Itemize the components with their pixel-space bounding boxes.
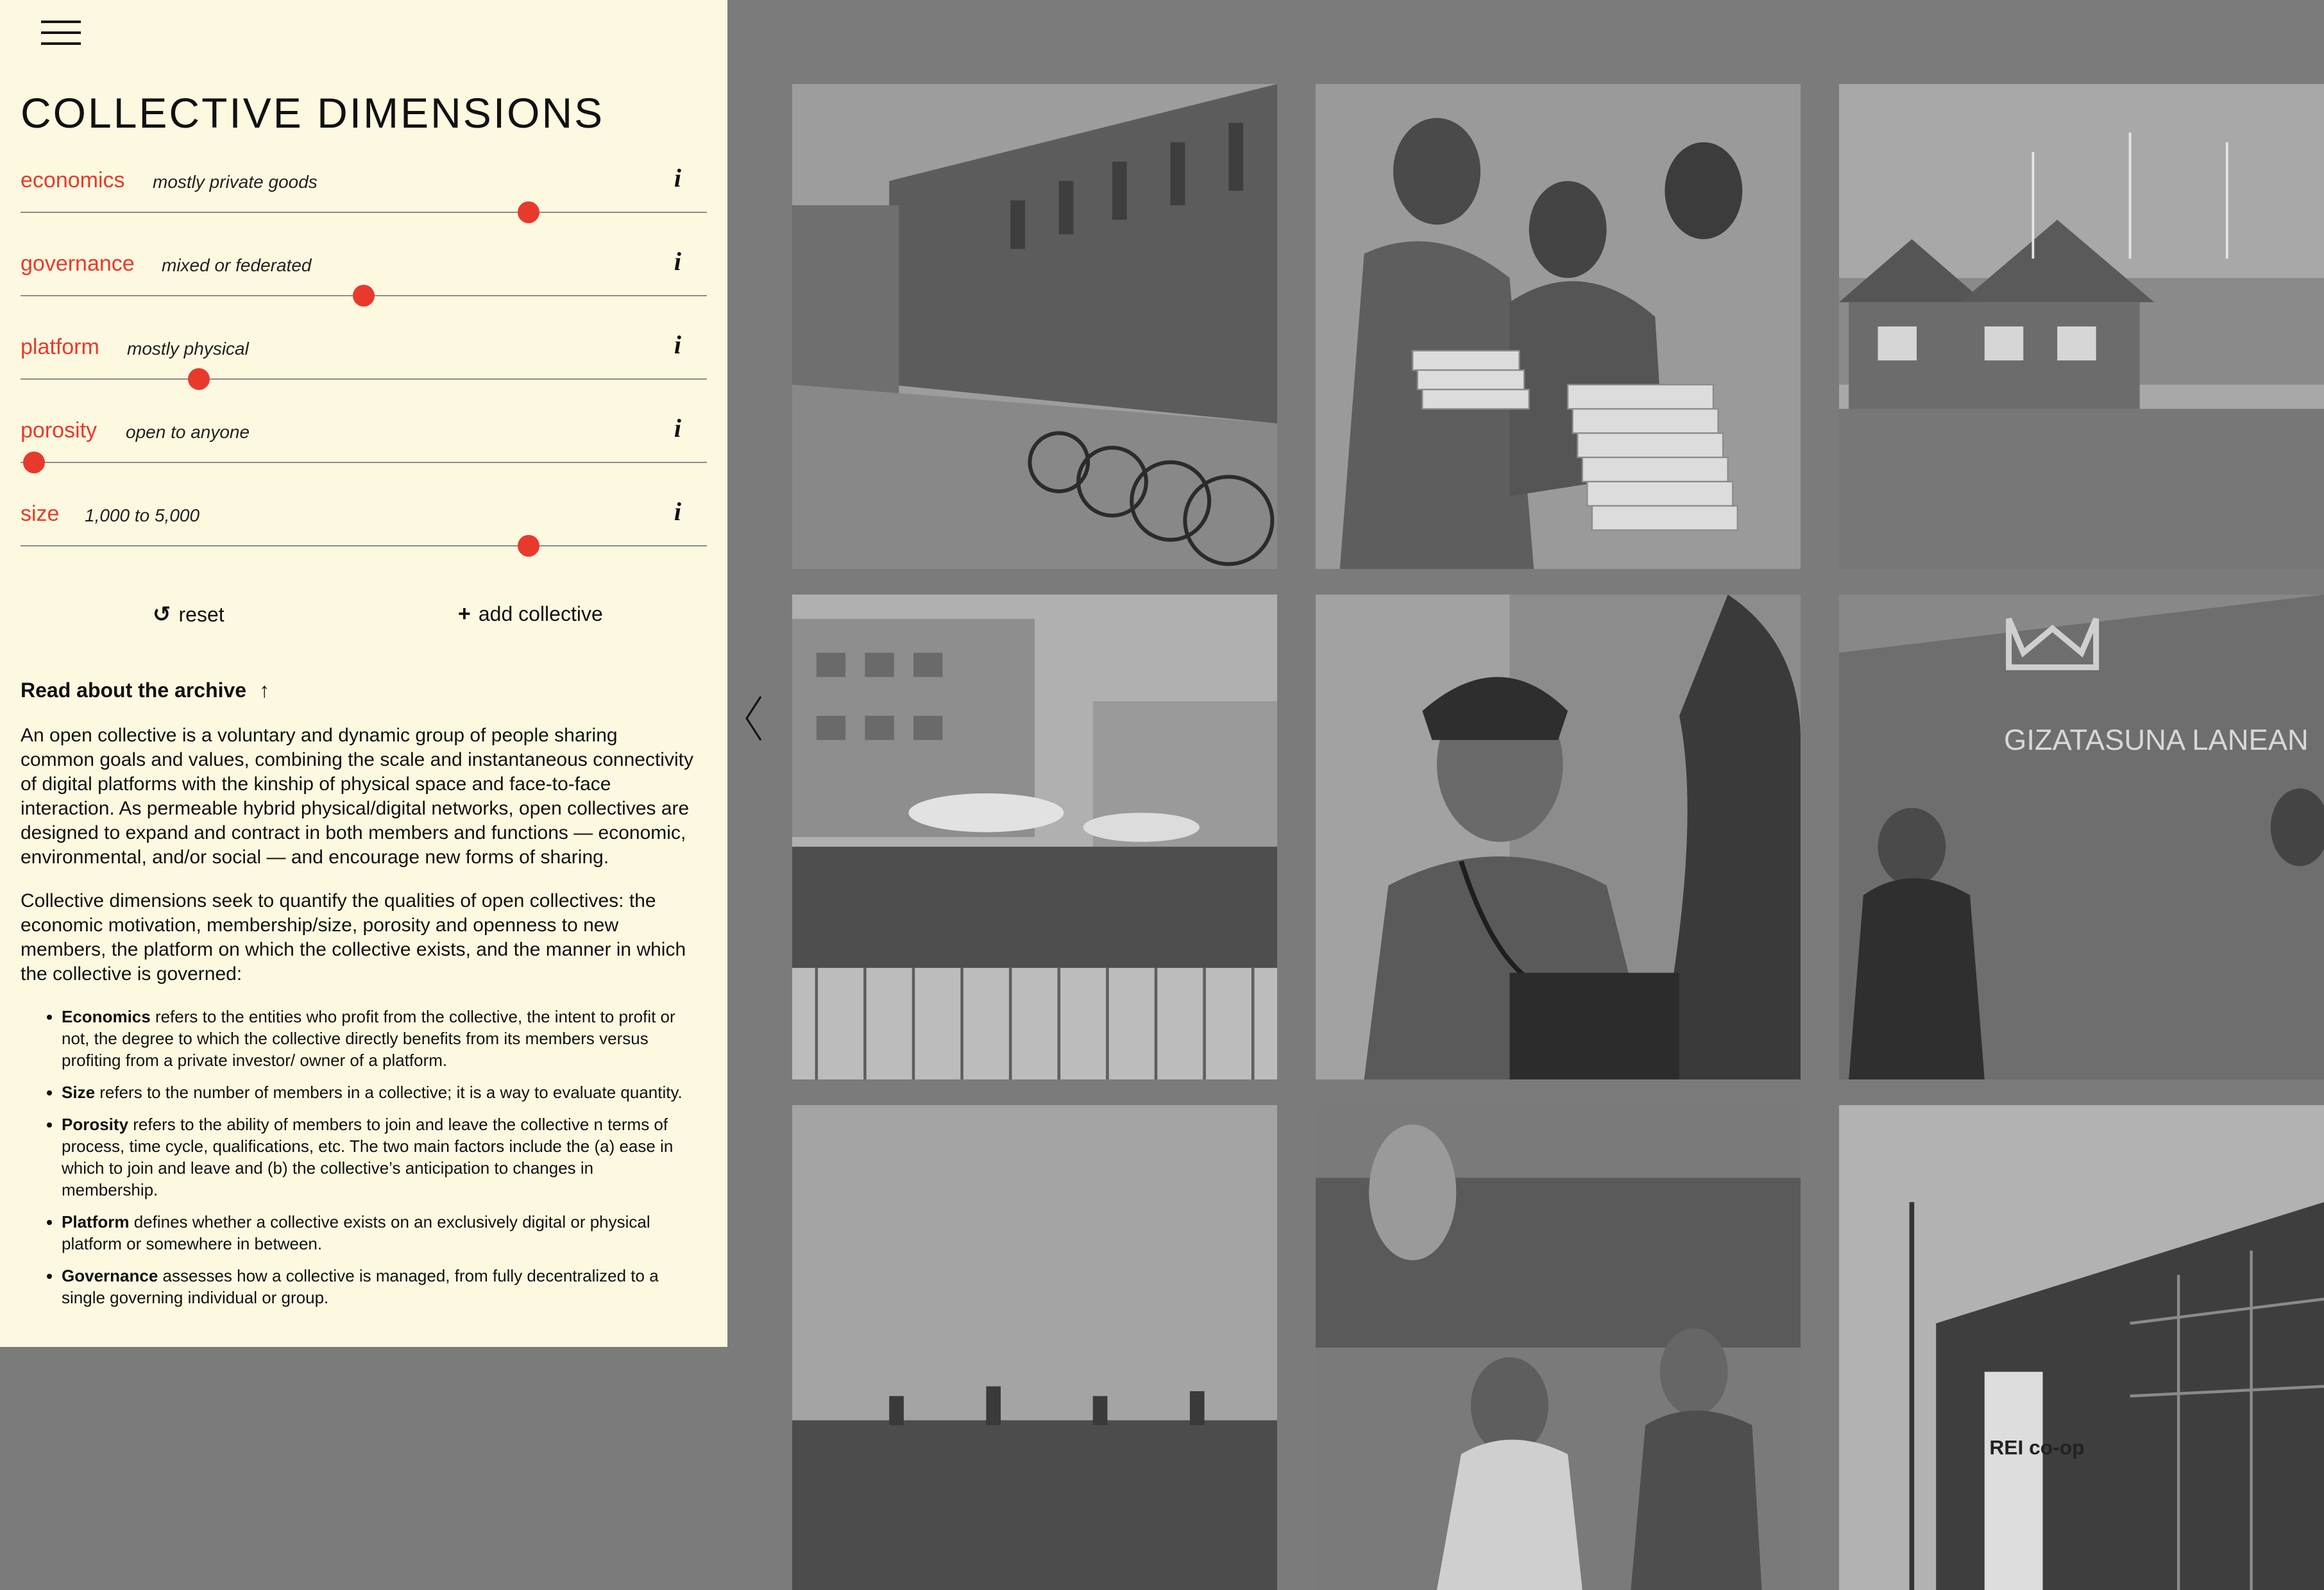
dimension-label: size [21,502,60,526]
definition-list [21,1006,694,1308]
dimension-governance [21,236,707,319]
dimension-porosity [21,403,707,486]
page-title: COLLECTIVE DIMENSIONS [21,89,605,137]
slider-thumb[interactable] [518,201,539,223]
photo-sky-rooftops[interactable] [792,1105,1277,1590]
hamburger-menu-icon[interactable] [41,21,81,45]
dimension-label: governance [21,251,135,276]
chevron-left-icon[interactable] [742,693,767,744]
definition-term: Porosity [62,1115,129,1134]
definition-term: Governance [62,1266,158,1285]
slider-thumb[interactable] [23,452,45,473]
dimension-label: economics [21,168,125,192]
dimension-platform [21,319,707,403]
info-icon[interactable]: i [674,414,681,443]
info-icon[interactable]: i [674,330,681,359]
list-item [62,1006,694,1071]
dimension-sliders [21,153,707,570]
reset-icon: ↺ [153,602,171,627]
add-collective-button[interactable] [458,602,603,627]
gallery-panel [727,0,2309,1459]
action-bar [0,596,727,641]
info-icon[interactable]: i [674,497,681,526]
definition-text: refers to the number of members in a collective; it is a way to evaluate quantity. [95,1083,683,1102]
slider-thumb[interactable] [188,368,210,390]
reset-label: reset [178,602,225,626]
dimension-label: porosity [21,418,98,443]
definition-text: defines whether a collective exists on an exclusively digital or physical platform or somewhere in between. [62,1212,650,1253]
photo-grocery-market[interactable] [1316,1105,1801,1590]
slider-track[interactable] [21,212,707,213]
slider-thumb[interactable] [353,285,375,307]
definition-term: Economics [62,1007,151,1026]
photo-women-stacking-books[interactable] [1316,84,1801,569]
slider-track[interactable] [21,378,707,380]
sidebar-panel [0,0,727,1347]
list-item [62,1113,694,1201]
slider-thumb[interactable] [518,535,539,557]
photo-rei-coop-store[interactable] [1839,1105,2324,1590]
photo-gizatasuna-lanean-sign[interactable] [1839,595,2324,1079]
definition-term: Size [62,1083,96,1102]
dimension-value: open to anyone [126,422,250,442]
slider-track[interactable] [21,462,707,463]
store-sign-text: REI co-op [1989,1435,2085,1459]
definition-text: refers to the ability of members to join and leave the collective n terms of process, time cycle, qualifications, etc. The two main factors include the (a) ease in which to join and leave and (b) the collective’s anticipation to changes in membership. [62,1115,674,1199]
definition-term: Platform [62,1212,130,1231]
info-icon[interactable]: i [674,164,681,192]
dimension-label: platform [21,335,99,359]
photo-courtyard-crowd-gathering[interactable] [792,595,1277,1079]
dimension-value: mostly private goods [153,172,318,192]
definition-text: refers to the entities who profit from the collective, the intent to profit or not, the degree to which the collective directly benefits from its members versus profiting from a private investor/ owner of a platform. [62,1007,675,1070]
info-icon[interactable]: i [674,247,681,276]
list-item [62,1081,694,1103]
read-about-label: Read about the archive [21,679,247,702]
list-item [62,1265,694,1308]
slider-track[interactable] [21,545,707,546]
photo-houses-wind-turbines[interactable] [1839,84,2324,569]
definition-text: assesses how a collective is managed, from fully decentralized to a single governing individual or group. [62,1266,659,1307]
photo-brick-building-bicycles[interactable] [792,84,1277,569]
dimension-value: 1,000 to 5,000 [85,505,200,525]
reset-button[interactable] [153,602,225,627]
dimension-size [21,486,707,570]
add-collective-label: add collective [478,602,603,625]
dimension-value: mostly physical [127,339,249,359]
plus-icon: + [458,602,471,626]
arrow-up-icon: ↑ [259,679,270,702]
photo-nurse-stethoscope[interactable] [1316,595,1801,1079]
archive-description [21,723,694,1319]
list-item [62,1211,694,1255]
dimension-value: mixed or federated [162,255,312,275]
paragraph: Collective dimensions seek to quantify the qualities of open collectives: the economic motivation, membership/size, porosity and openness to new members, the platform on which the collective exists, and the manner in which the collective is governed: [21,890,686,985]
paragraph: An open collective is a voluntary and dynamic group of people sharing common goals and values, combining the scale and instantaneous connectivity of digital platforms with the kinship of physical space and face-to-face interaction. As permeable hybrid physical/digital networks, open collectives are designed to expand and contract in both members and functions — economic, environmental, and/or social — and encourage new forms of sharing. [21,725,693,868]
sign-text: GIZATASUNA LANEAN [2004,723,2309,756]
read-about-archive-toggle[interactable] [21,679,269,702]
dimension-economics [21,153,707,236]
